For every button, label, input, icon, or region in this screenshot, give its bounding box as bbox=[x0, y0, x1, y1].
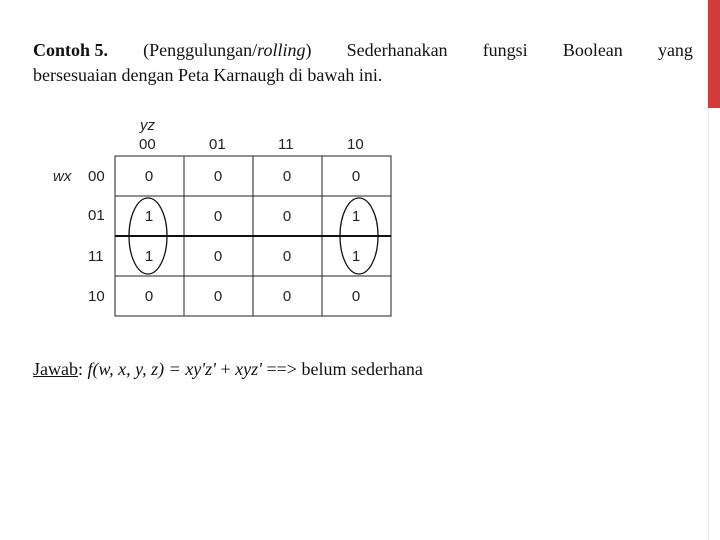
col-header: 00 bbox=[139, 136, 156, 153]
rolling-note: (Penggulungan/rolling) bbox=[143, 40, 312, 60]
kmap-cell: 1 bbox=[144, 207, 154, 225]
answer-note: ==> belum sederhana bbox=[262, 359, 423, 379]
kmap-cell: 0 bbox=[282, 247, 292, 265]
kmap-cell: 0 bbox=[351, 167, 361, 185]
col-header: 01 bbox=[209, 136, 226, 153]
example-title: Contoh 5. bbox=[33, 40, 109, 60]
col-variable-label: yz bbox=[140, 117, 155, 134]
kmap-cell: 0 bbox=[213, 207, 223, 225]
word-3: Boolean bbox=[562, 40, 623, 60]
row-header: 10 bbox=[88, 288, 105, 305]
kmap-cell: 0 bbox=[282, 167, 292, 185]
row-header: 01 bbox=[88, 207, 105, 224]
kmap-cell: 1 bbox=[351, 247, 361, 265]
term-1: xy'z' bbox=[185, 359, 216, 379]
answer-line: Jawab: f(w, x, y, z) = xy'z' + xyz' ==> belum sederhana bbox=[33, 359, 423, 379]
term-2: xyz' bbox=[235, 359, 262, 379]
word-2: fungsi bbox=[482, 40, 528, 60]
kmap-cell: 0 bbox=[144, 167, 154, 185]
kmap-cell: 0 bbox=[213, 167, 223, 185]
kmap-cell: 0 bbox=[282, 207, 292, 225]
kmap-cell: 0 bbox=[213, 287, 223, 305]
kmap-cell: 0 bbox=[351, 287, 361, 305]
word-1: Sederhanakan bbox=[346, 40, 448, 60]
row-variable-label: wx bbox=[53, 168, 72, 185]
problem-line-2: bersesuaian dengan Peta Karnaugh di bawah ini. bbox=[33, 65, 383, 85]
kmap-cell: 0 bbox=[144, 287, 154, 305]
row-header: 00 bbox=[88, 168, 105, 185]
function-args: (w, x, y, z) = bbox=[92, 359, 186, 379]
kmap-cell: 0 bbox=[213, 247, 223, 265]
kmap-cell: 1 bbox=[144, 247, 154, 265]
col-header: 11 bbox=[278, 136, 294, 153]
col-header: 10 bbox=[347, 136, 364, 153]
kmap-cell: 1 bbox=[351, 207, 361, 225]
word-4: yang bbox=[657, 40, 693, 60]
answer-label: Jawab bbox=[33, 359, 78, 379]
function-name: f bbox=[87, 359, 93, 379]
kmap-cell: 0 bbox=[282, 287, 292, 305]
row-header: 11 bbox=[88, 248, 104, 265]
